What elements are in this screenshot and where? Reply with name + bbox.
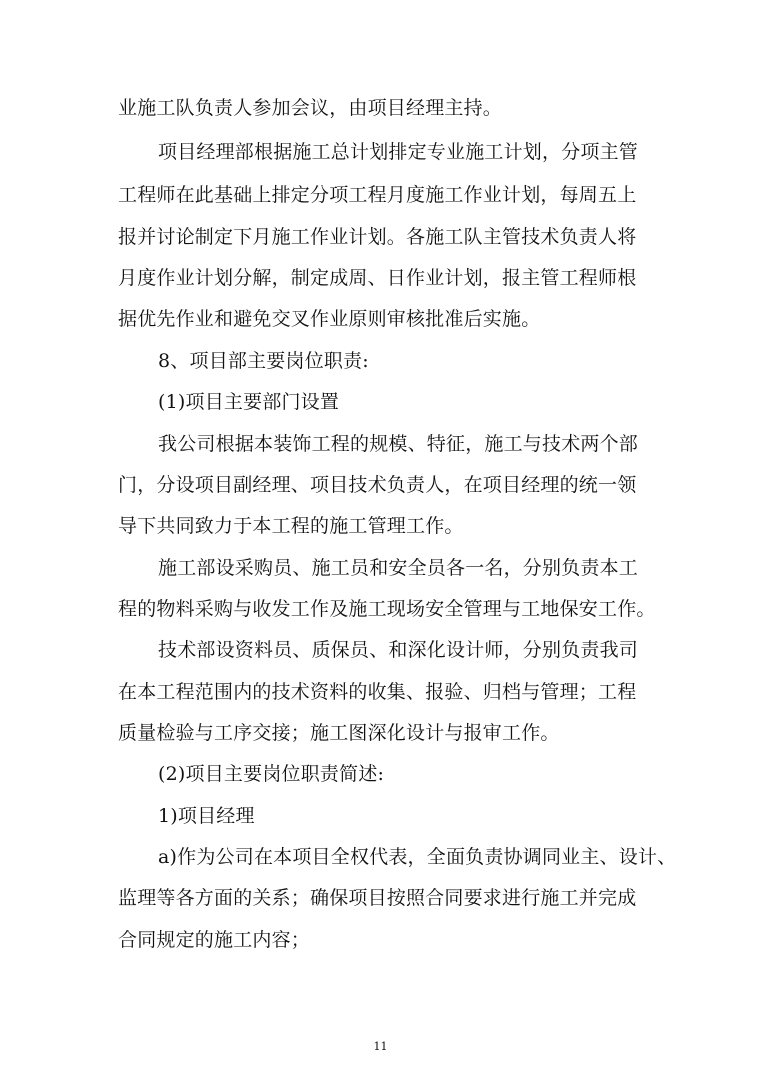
paragraph-line: 报并讨论制定下月施工作业计划。各施工队主管技术负责人将 [118, 226, 637, 248]
subsection-heading: (2)项目主要岗位职责简述: [158, 763, 385, 785]
paragraph-line: 监理等各方面的关系；确保项目按照合同要求进行施工并完成 [118, 887, 637, 909]
paragraph-line: 工程师在此基础上排定分项工程月度施工作业计划，每周五上 [118, 184, 637, 206]
paragraph-line: 项目经理部根据施工总计划排定专业施工计划，分项主管 [158, 141, 639, 163]
paragraph-line: 我公司根据本装饰工程的规模、特征，施工与技术两个部 [158, 433, 639, 455]
paragraph-line: 合同规定的施工内容； [118, 929, 311, 951]
paragraph-line: 月度作业计划分解，制定成周、日作业计划，报主管工程师根 [118, 267, 637, 289]
paragraph-line: 质量检验与工序交接；施工图深化设计与报审工作。 [118, 722, 560, 744]
paragraph-line: a)作为公司在本项目全权代表，全面负责协调同业主、设计、 [158, 846, 677, 868]
paragraph-line: 程的物料采购与收发工作及施工现场安全管理与工地保安工作。 [118, 598, 656, 620]
page-number: 11 [373, 1040, 388, 1053]
paragraph-line: 据优先作业和避免交叉作业原则审核批准后实施。 [118, 308, 541, 330]
role-heading: 1)项目经理 [158, 805, 255, 827]
paragraph-line: 导下共同致力于本工程的施工管理工作。 [118, 515, 464, 537]
paragraph-line: 门，分设项目副经理、项目技术负责人，在项目经理的统一领 [118, 474, 637, 496]
paragraph-line: 业施工队负责人参加会议，由项目经理主持。 [118, 97, 503, 119]
paragraph-line: 技术部设资料员、质保员、和深化设计师，分别负责我司 [158, 639, 639, 661]
subsection-heading: (1)项目主要部门设置 [158, 391, 340, 413]
paragraph-line: 施工部设采购员、施工员和安全员各一名，分别负责本工 [158, 557, 639, 579]
paragraph-line: 在本工程范围内的技术资料的收集、报验、归档与管理；工程 [118, 681, 637, 703]
section-heading: 8、项目部主要岗位职责: [158, 350, 369, 372]
